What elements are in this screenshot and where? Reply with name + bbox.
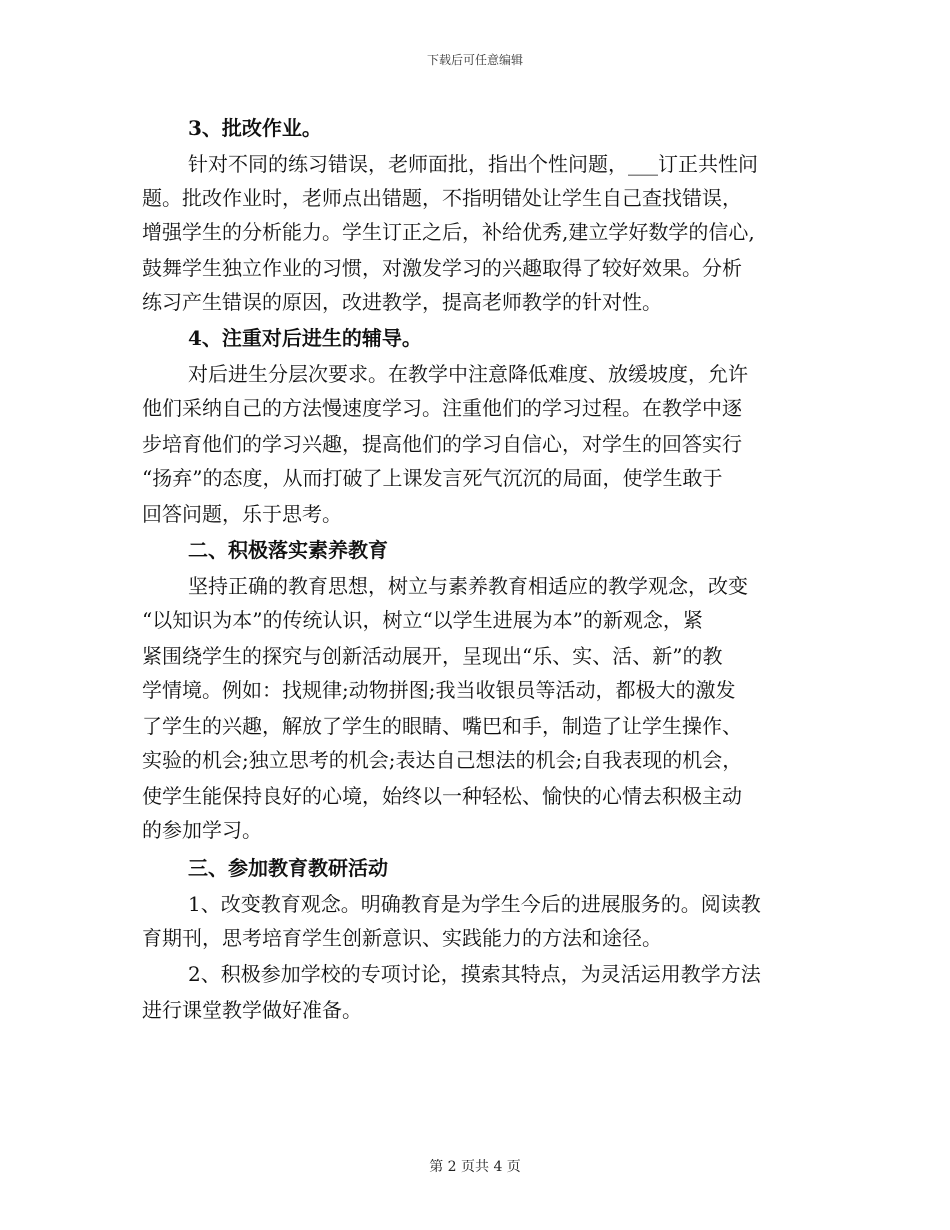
page-header: 下载后可任意编辑 bbox=[426, 53, 523, 67]
body-text-line: 紧围绕学生的探究与创新活动展开，呈现出“乐、实、活、新”的教 bbox=[142, 644, 723, 668]
body-text-line: 针对不同的练习错误，老师面批，指出个性问题，___订正共性问 bbox=[188, 152, 758, 176]
section-heading: 三、参加教育教研活动 bbox=[188, 856, 388, 880]
body-text-line: 回答问题，乐于思考。 bbox=[142, 502, 342, 526]
body-text-line: 使学生能保持良好的心境，始终以一种轻松、愉快的心情去积极主动 bbox=[142, 784, 742, 808]
body-text-line: 学情境。例如：找规律;动物拼图;我当收银员等活动，都极大的激发 bbox=[142, 678, 736, 702]
body-text-line: “以知识为本”的传统认识，树立“以学生进展为本”的新观念，紧 bbox=[142, 608, 703, 632]
body-text-line: 的参加学习。 bbox=[142, 818, 262, 842]
body-text-line: 练习产生错误的原因，改进教学，提高老师教学的针对性。 bbox=[142, 290, 662, 314]
body-text-line: 1、改变教育观念。明确教育是为学生今后的进展服务的。阅读教 bbox=[188, 892, 761, 916]
body-text-line: 进行课堂教学做好准备。 bbox=[142, 998, 362, 1022]
section-heading: 二、积极落实素养教育 bbox=[188, 538, 388, 562]
section-heading: 4、注重对后进生的辅导。 bbox=[188, 326, 422, 350]
body-text-line: 育期刊，思考培育学生创新意识、实践能力的方法和途径。 bbox=[142, 926, 662, 950]
body-text-line: 坚持正确的教育思想，树立与素养教育相适应的教学观念，改变 bbox=[188, 574, 748, 598]
section-heading: 3、批改作业。 bbox=[188, 116, 322, 140]
body-text-line: “扬弃”的态度，从而打破了上课发言死气沉沉的局面，使学生敢于 bbox=[142, 466, 723, 490]
body-text-line: 对后进生分层次要求。在教学中注意降低难度、放缓坡度，允许 bbox=[188, 362, 748, 386]
body-text-line: 他们采纳自己的方法慢速度学习。注重他们的学习过程。在教学中逐 bbox=[142, 396, 742, 420]
body-text-line: 题。批改作业时，老师点出错题，不指明错处让学生自己查找错误， bbox=[142, 186, 742, 210]
page-footer: 第 2 页共 4 页 bbox=[429, 1159, 521, 1175]
body-text-line: 增强学生的分析能力。学生订正之后，补给优秀,建立学好数学的信心, bbox=[142, 220, 755, 244]
body-text-line: 实验的机会;独立思考的机会;表达自己想法的机会;自我表现的机会， bbox=[142, 748, 743, 772]
body-text-line: 2、积极参加学校的专项讨论，摸索其特点，为灵活运用教学方法 bbox=[188, 962, 761, 986]
body-text-line: 了学生的兴趣，解放了学生的眼睛、嘴巴和手，制造了让学生操作、 bbox=[142, 714, 742, 738]
body-text-line: 步培育他们的学习兴趣，提高他们的学习自信心，对学生的回答实行 bbox=[142, 432, 742, 456]
body-text-line: 鼓舞学生独立作业的习惯，对激发学习的兴趣取得了较好效果。分析 bbox=[142, 256, 742, 280]
